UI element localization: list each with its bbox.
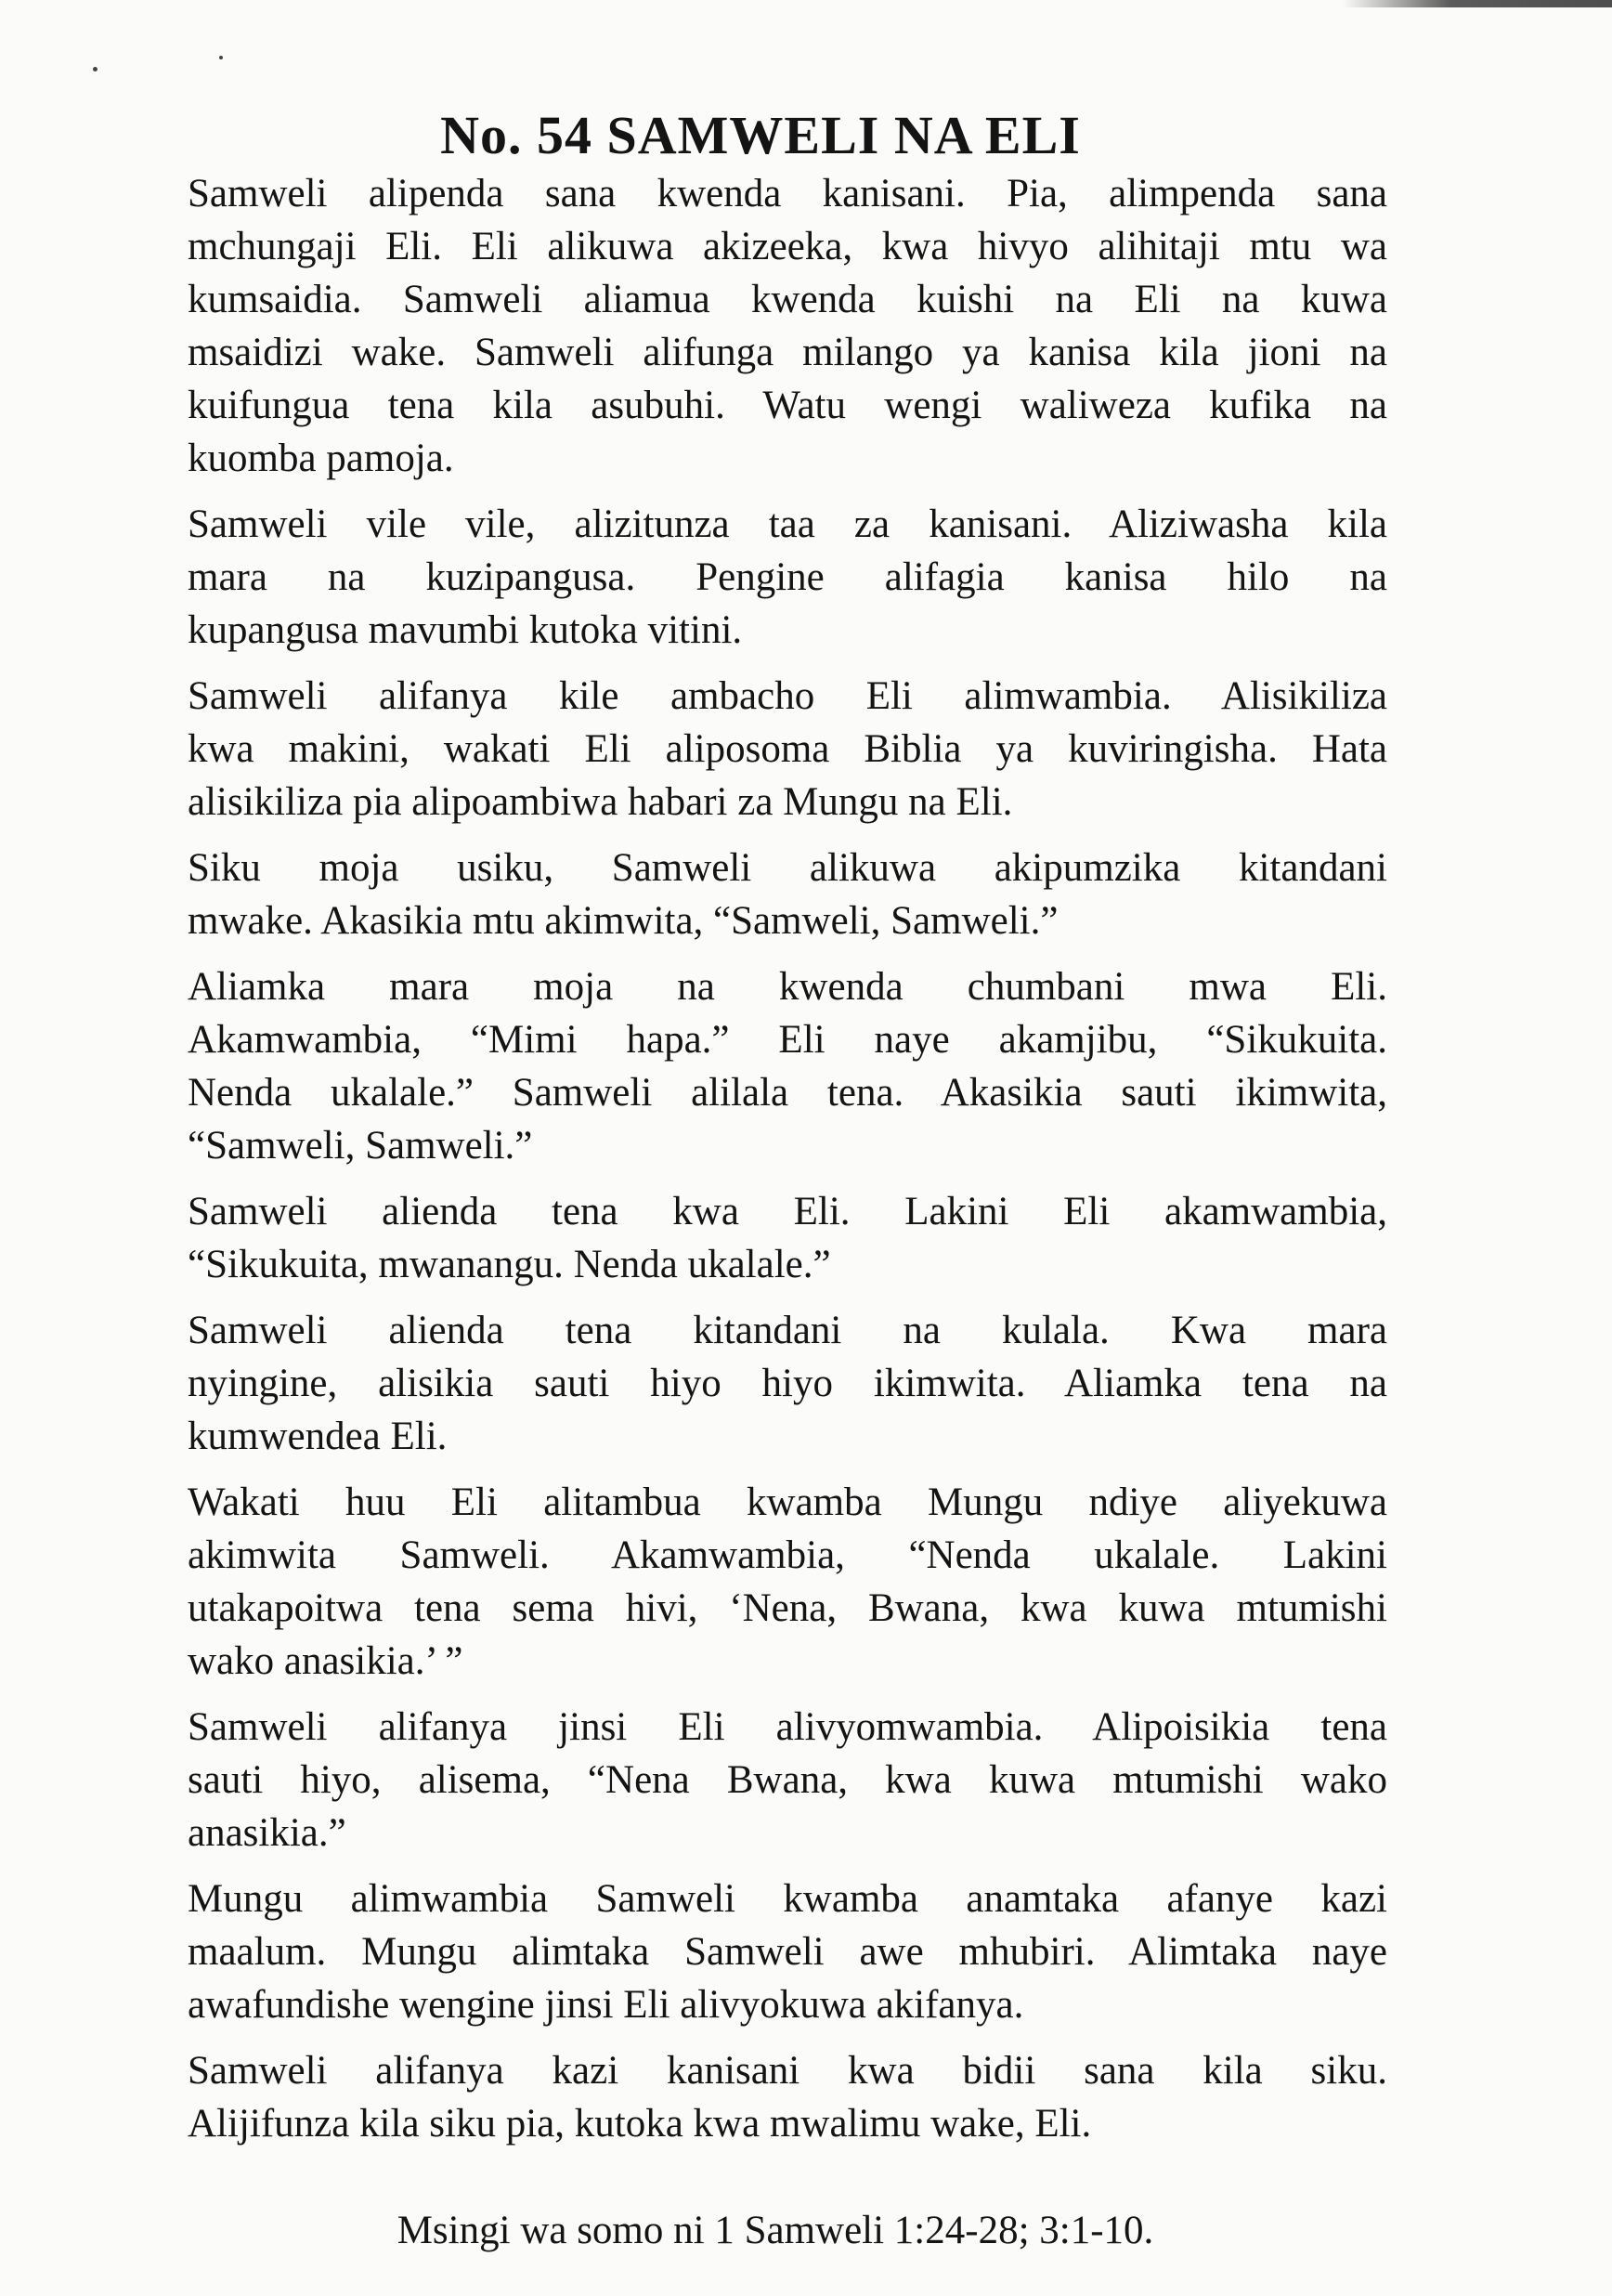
paragraph [188,167,1387,485]
page-title: No. 54 SAMWELI NA ELI [440,105,1081,165]
scan-speck [93,67,98,72]
text-line: Aliamka mara moja na kwenda chumbani mwa Eli. [188,965,1387,1009]
text-line: kumwendea Eli. [188,1415,448,1458]
text-line: Samweli vile vile, alizitunza taa za kanisani. Aliziwasha kila [188,502,1387,546]
text-line: Wakati huu Eli alitambua kwamba Mungu ndiye aliyekuwa [188,1481,1387,1524]
text-line: mchungaji Eli. Eli alikuwa akizeeka, kwa hivyo alihitaji mtu wa [188,225,1387,268]
paragraph [188,498,1387,657]
text-line: Nenda ukalale.” Samweli alilala tena. Akasikia sauti ikimwita, [188,1071,1387,1115]
text-line: Mungu alimwambia Samweli kwamba anamtaka afanye kazi [188,1877,1387,1921]
paragraph [188,670,1387,828]
text-line: kuifungua tena kila asubuhi. Watu wengi waliweza kufika na [188,384,1387,427]
paragraph [188,1304,1387,1463]
text-line: kwa makini, wakati Eli aliposoma Biblia ya kuviringisha. Hata [188,727,1387,771]
text-line: Samweli alienda tena kitandani na kulala. Kwa mara [188,1309,1387,1352]
text-line: mara na kuzipangusa. Pengine alifagia kanisa hilo na [188,555,1387,599]
text-line: sauti hiyo, alisema, “Nena Bwana, kwa kuwa mtumishi wako [188,1758,1387,1802]
text-line: Akamwambia, “Mimi hapa.” Eli naye akamjibu, “Sikukuita. [188,1018,1387,1062]
text-line: alisikiliza pia alipoambiwa habari za Mungu na Eli. [188,780,1013,824]
scan-speck [219,56,223,59]
paragraph [188,2044,1387,2150]
text-line: nyingine, alisikia sauti hiyo hiyo ikimwita. Aliamka tena na [188,1362,1387,1405]
text-line: “Sikukuita, mwanangu. Nenda ukalale.” [188,1243,831,1286]
story-body [188,167,1387,2163]
text-line: mwake. Akasikia mtu akimwita, “Samweli, Samweli.” [188,899,1059,943]
text-line: Samweli alifanya jinsi Eli alivyomwambia. Alipoisikia tena [188,1705,1387,1749]
text-line: kumsaidia. Samweli aliamua kwenda kuishi na Eli na kuwa [188,278,1387,321]
paragraph [188,960,1387,1172]
text-line: anasikia.” [188,1811,346,1855]
text-line: utakapoitwa tena sema hivi, ‘Nena, Bwana, kwa kuwa mtumishi [188,1586,1387,1630]
text-line: Samweli alienda tena kwa Eli. Lakini Eli akamwambia, [188,1190,1387,1233]
paragraph [188,1185,1387,1291]
text-line: kupangusa mavumbi kutoka vitini. [188,608,743,652]
text-line: wako anasikia.’ ” [188,1639,463,1683]
text-line: kuomba pamoja. [188,437,454,480]
paragraph [188,1872,1387,2031]
text-line: akimwita Samweli. Akamwambia, “Nenda ukalale. Lakini [188,1533,1387,1577]
scan-smudge [1343,0,1612,7]
paragraph [188,1701,1387,1859]
text-line: awafundishe wengine jinsi Eli alivyokuwa akifanya. [188,1983,1024,2027]
text-line: Samweli alifanya kile ambacho Eli alimwambia. Alisikiliza [188,674,1387,718]
paragraph [188,1476,1387,1688]
text-line: Siku moja usiku, Samweli alikuwa akipumzika kitandani [188,846,1387,890]
paragraph [188,841,1387,947]
text-line: maalum. Mungu alimtaka Samweli awe mhubiri. Alimtaka naye [188,1930,1387,1974]
text-line: Samweli alifanya kazi kanisani kwa bidii sana kila siku. [188,2049,1387,2093]
text-line: Samweli alipenda sana kwenda kanisani. Pia, alimpenda sana [188,172,1387,215]
text-line: “Samweli, Samweli.” [188,1124,533,1168]
text-line: Alijifunza kila siku pia, kutoka kwa mwalimu wake, Eli. [188,2102,1092,2146]
text-line: msaidizi wake. Samweli alifunga milango ya kanisa kila jioni na [188,331,1387,374]
scripture-reference: Msingi wa somo ni 1 Samweli 1:24-28; 3:1-10. [396,2209,1154,2252]
